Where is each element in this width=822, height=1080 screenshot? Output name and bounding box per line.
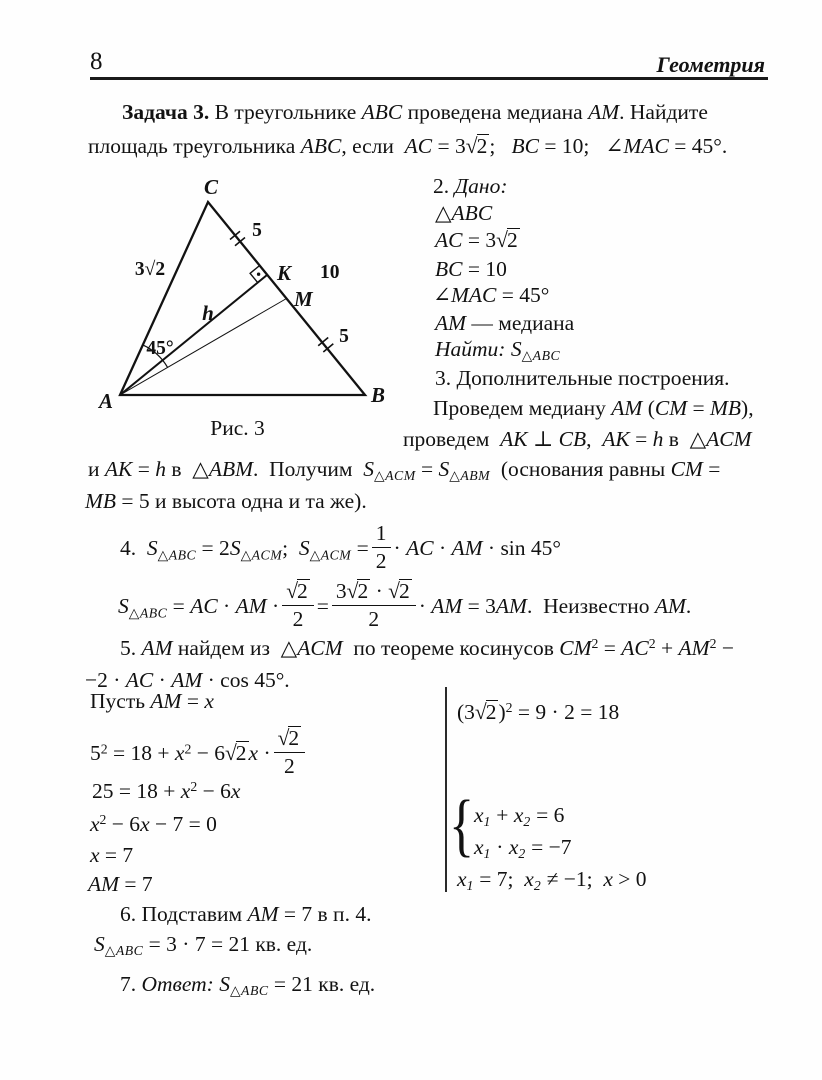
given-find: Найти: $S_{\triangle ABC}$ (435, 337, 561, 364)
given-triangle: △ABC (435, 201, 493, 225)
point-m-label: M (294, 287, 313, 311)
vieta-sum: $x_1 + x_2 = 6$ (474, 803, 565, 830)
equation-line-4: x = 7 (90, 843, 134, 867)
problem-statement-line-2: площадь треугольника ABC, если AC = 3√2; BC = 10; ∠MAC = 45°. (88, 134, 728, 158)
step3-line-3: и AK = h в △ABM. Получим $S_{\triangle ACM} = S_{\triangle ABM}$ (основания равны CM = (88, 457, 721, 484)
side-ac-length: 3√2 (134, 259, 166, 280)
altitude-ak-line (120, 275, 267, 395)
side-cb-length: 10 (320, 262, 340, 283)
vertex-c-label: C (203, 178, 219, 199)
problem-statement-line-1: Задача 3. В треугольнике ABC проведена медиана AM. Найдите (122, 100, 708, 124)
given-heading: 2. Дано: (433, 174, 508, 198)
step4-result-formula: $S_{\triangle ABC}$ = AC · AM · $\frac{√2}{2}$ = $\frac{3√2 \cdot √2}{2}$ · AM = 3AM. Неизвестно AM. (118, 579, 692, 631)
triangle-figure (80, 178, 420, 440)
page-number: 8 (90, 48, 103, 75)
header-title: Геометрия (656, 52, 765, 77)
equation-line-5: AM = 7 (88, 872, 153, 896)
step7-answer: 7. Ответ: $S_{\triangle ABC} = 21$ кв. ед. (120, 972, 376, 999)
equation-line-1: $5^2 = 18 + x^2 - 6√2x$ · $\frac{√2}{2}$ (90, 729, 308, 781)
let-am-x: Пусть AM = x (90, 689, 214, 713)
vieta-product: $x_1 \cdot x_2 = -7$ (474, 835, 572, 862)
given-median: AM — медиана (435, 311, 575, 335)
angle-45-label: 45° (146, 338, 174, 359)
step5-line-2: −2 · AC · AM · cos 45°. (85, 668, 290, 692)
equation-line-2: $25 = 18 + x^2 - 6x$ (92, 779, 241, 803)
side-note-square: $(3√2)^2 = 9 \cdot 2 = 18$ (457, 700, 620, 724)
segment-ck-length: 5 (252, 220, 262, 241)
step3-line-2: проведем AK ⊥ CB, AK = h в △ACM (403, 427, 752, 451)
equation-line-3: $x^2 - 6x - 7 = 0$ (90, 812, 217, 836)
given-ac: AC = 3√2 (435, 228, 518, 252)
given-bc: BC = 10 (435, 257, 507, 281)
vertex-a-label: A (98, 389, 113, 413)
step6-line-1: 6. Подставим AM = 7 в п. 4. (120, 902, 372, 926)
right-angle-dot (257, 273, 260, 276)
step5-line-1: 5. AM найдем из △ACM по теореме косинусов $CM^2 = AC^2 + AM^2$ − (120, 636, 734, 660)
header-rule (90, 77, 768, 80)
vertex-b-label: B (371, 383, 386, 407)
side-note-divider (445, 687, 447, 892)
system-brace: { (449, 787, 475, 864)
step6-line-2: $S_{\triangle ABC} = 3 \cdot 7 = 21$ кв. ед. (94, 932, 313, 959)
roots-line: $x_1 = 7$; $x_2 \ne -1$; x > 0 (457, 867, 647, 894)
figure-caption: Рис. 3 (210, 416, 265, 440)
step3-line-4: MB = 5 и высота одна и та же). (85, 489, 367, 513)
segment-mb-length: 5 (339, 326, 349, 347)
step3-line-1: Проведем медиану AM (CM = MB), (433, 396, 754, 420)
step4-formula: 4. $S_{\triangle ABC} = 2S_{\triangle ACM}$; $S_{\triangle ACM}$ = $\frac{1}{2}$ · AC · AM · sin 45° (120, 521, 562, 573)
point-k-label: K (277, 261, 292, 285)
given-angle: ∠MAC = 45° (433, 283, 550, 307)
step3-heading: 3. Дополнительные построения. (435, 366, 730, 390)
height-h-label: h (202, 301, 214, 325)
